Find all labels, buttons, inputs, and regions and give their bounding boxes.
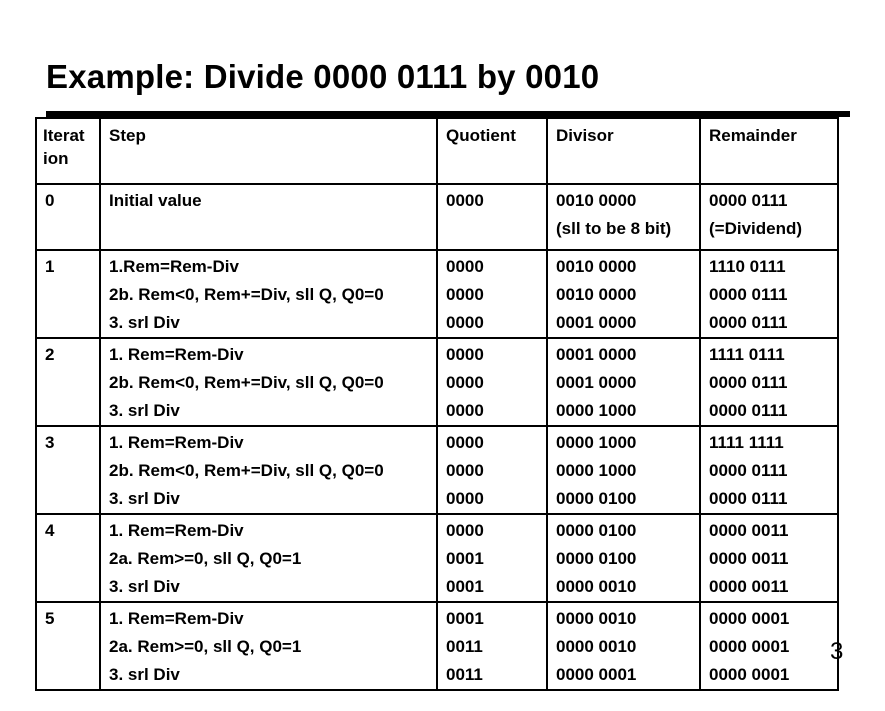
- remainder-value: 0000 0011: [709, 577, 789, 596]
- quotient-cell: [437, 184, 547, 250]
- quotient-cell: [437, 250, 547, 338]
- table-row: [36, 602, 838, 690]
- slide-title: Example: Divide 0000 0111 by 0010: [46, 58, 600, 95]
- quotient-value: 0000: [446, 257, 484, 276]
- iteration-cell: 3: [36, 426, 100, 514]
- quotient-value: 0011: [446, 665, 483, 684]
- divisor-note: (sll to be 8 bit): [556, 219, 672, 238]
- quotient-value: 0000: [446, 285, 484, 304]
- remainder-value: 1111 0111: [709, 345, 785, 364]
- page-number: 3: [830, 638, 844, 665]
- remainder-value: 0000 0011: [709, 549, 789, 568]
- divisor-cell: [547, 338, 700, 426]
- remainder-value: 0000 0011: [709, 521, 789, 540]
- divisor-value: 0000 0001: [556, 665, 637, 684]
- divisor-value: 0000 1000: [556, 461, 637, 480]
- remainder-value: 1110 0111: [709, 257, 786, 276]
- quotient-value: 0001: [446, 577, 484, 596]
- quotient-value: 0000: [446, 345, 484, 364]
- divisor-value: 0000 0100: [556, 521, 637, 540]
- step-text: 2a. Rem>=0, sll Q, Q0=1: [109, 549, 302, 568]
- quotient-value: 0000: [446, 401, 484, 420]
- step-text: 3. srl Div: [109, 665, 180, 684]
- quotient-cell: [437, 338, 547, 426]
- divisor-value: 0000 1000: [556, 401, 637, 420]
- step-cell: [100, 184, 437, 250]
- iteration-cell: 5: [36, 602, 100, 690]
- quotient-value: 0001: [446, 549, 484, 568]
- iteration-cell: 4: [36, 514, 100, 602]
- divisor-value: 0001 0000: [556, 373, 637, 392]
- remainder-note: (=Dividend): [709, 219, 803, 238]
- remainder-cell: [700, 250, 838, 338]
- remainder-value: 0000 0001: [709, 609, 790, 628]
- divisor-value: 0001 0000: [556, 345, 637, 364]
- remainder-value: 0000 0111: [709, 313, 788, 332]
- step-text: 1. Rem=Rem-Div: [109, 609, 244, 628]
- table-row: [36, 250, 838, 338]
- remainder-value: 0000 0111: [709, 489, 788, 508]
- division-steps-table: [35, 117, 839, 691]
- header-quotient: Quotient: [437, 118, 547, 184]
- quotient-value: 0000: [446, 521, 484, 540]
- remainder-value: 0000 0111: [709, 461, 788, 480]
- divisor-cell: [547, 514, 700, 602]
- divisor-value: 0010 0000: [556, 191, 637, 210]
- divisor-value: 0000 0100: [556, 489, 637, 508]
- step-text: 3. srl Div: [109, 401, 180, 420]
- divisor-cell: [547, 184, 700, 250]
- remainder-value: 0000 0111: [709, 373, 788, 392]
- remainder-cell: [700, 602, 838, 690]
- header-divisor: Divisor: [547, 118, 700, 184]
- quotient-cell: [437, 514, 547, 602]
- divisor-value: 0000 0010: [556, 577, 637, 596]
- header-iteration: Iterat ion: [36, 118, 100, 184]
- step-text: 2b. Rem<0, Rem+=Div, sll Q, Q0=0: [109, 373, 384, 392]
- step-text: 1. Rem=Rem-Div: [109, 521, 244, 540]
- quotient-value: 0000: [446, 461, 484, 480]
- step-cell: [100, 250, 437, 338]
- divisor-cell: [547, 250, 700, 338]
- divisor-value: 0010 0000: [556, 257, 637, 276]
- step-cell: [100, 602, 437, 690]
- step-text: 1.Rem=Rem-Div: [109, 257, 239, 276]
- remainder-cell: [700, 338, 838, 426]
- remainder-value: 1111 1111: [709, 433, 784, 452]
- remainder-cell: [700, 426, 838, 514]
- step-text: 1. Rem=Rem-Div: [109, 345, 244, 364]
- iteration-cell: 1: [36, 250, 100, 338]
- step-cell: [100, 338, 437, 426]
- divisor-value: 0000 0010: [556, 637, 637, 656]
- remainder-value: 0000 0111: [709, 191, 788, 210]
- header-step: Step: [100, 118, 437, 184]
- iteration-cell: 0: [36, 184, 100, 250]
- step-cell: [100, 514, 437, 602]
- divisor-cell: [547, 426, 700, 514]
- header-remainder: Remainder: [700, 118, 838, 184]
- step-text: 3. srl Div: [109, 489, 180, 508]
- quotient-value: 0000: [446, 313, 484, 332]
- step-text: 3. srl Div: [109, 313, 180, 332]
- quotient-value: 0000: [446, 489, 484, 508]
- quotient-cell: [437, 602, 547, 690]
- iteration-cell: 2: [36, 338, 100, 426]
- step-text: Initial value: [109, 191, 202, 210]
- divisor-value: 0000 1000: [556, 433, 637, 452]
- remainder-value: 0000 0001: [709, 665, 790, 684]
- step-text: 2a. Rem>=0, sll Q, Q0=1: [109, 637, 302, 656]
- divisor-value: 0010 0000: [556, 285, 637, 304]
- table-row: [36, 426, 838, 514]
- step-cell: [100, 426, 437, 514]
- table-row: [36, 338, 838, 426]
- remainder-value: 0000 0111: [709, 285, 788, 304]
- remainder-value: 0000 0001: [709, 637, 790, 656]
- table-row: [36, 514, 838, 602]
- divisor-cell: [547, 602, 700, 690]
- step-text: 2b. Rem<0, Rem+=Div, sll Q, Q0=0: [109, 285, 384, 304]
- divisor-value: 0000 0100: [556, 549, 637, 568]
- table-header-row: [36, 118, 838, 184]
- step-text: 1. Rem=Rem-Div: [109, 433, 244, 452]
- step-text: 2b. Rem<0, Rem+=Div, sll Q, Q0=0: [109, 461, 384, 480]
- quotient-value: 0000: [446, 433, 484, 452]
- quotient-value: 0011: [446, 637, 483, 656]
- remainder-cell: [700, 184, 838, 250]
- quotient-value: 0000: [446, 373, 484, 392]
- quotient-cell: [437, 426, 547, 514]
- step-text: 3. srl Div: [109, 577, 180, 596]
- divisor-value: 0001 0000: [556, 313, 637, 332]
- quotient-value: 0000: [446, 191, 484, 210]
- table-row: [36, 184, 838, 250]
- remainder-cell: [700, 514, 838, 602]
- divisor-value: 0000 0010: [556, 609, 637, 628]
- quotient-value: 0001: [446, 609, 484, 628]
- remainder-value: 0000 0111: [709, 401, 788, 420]
